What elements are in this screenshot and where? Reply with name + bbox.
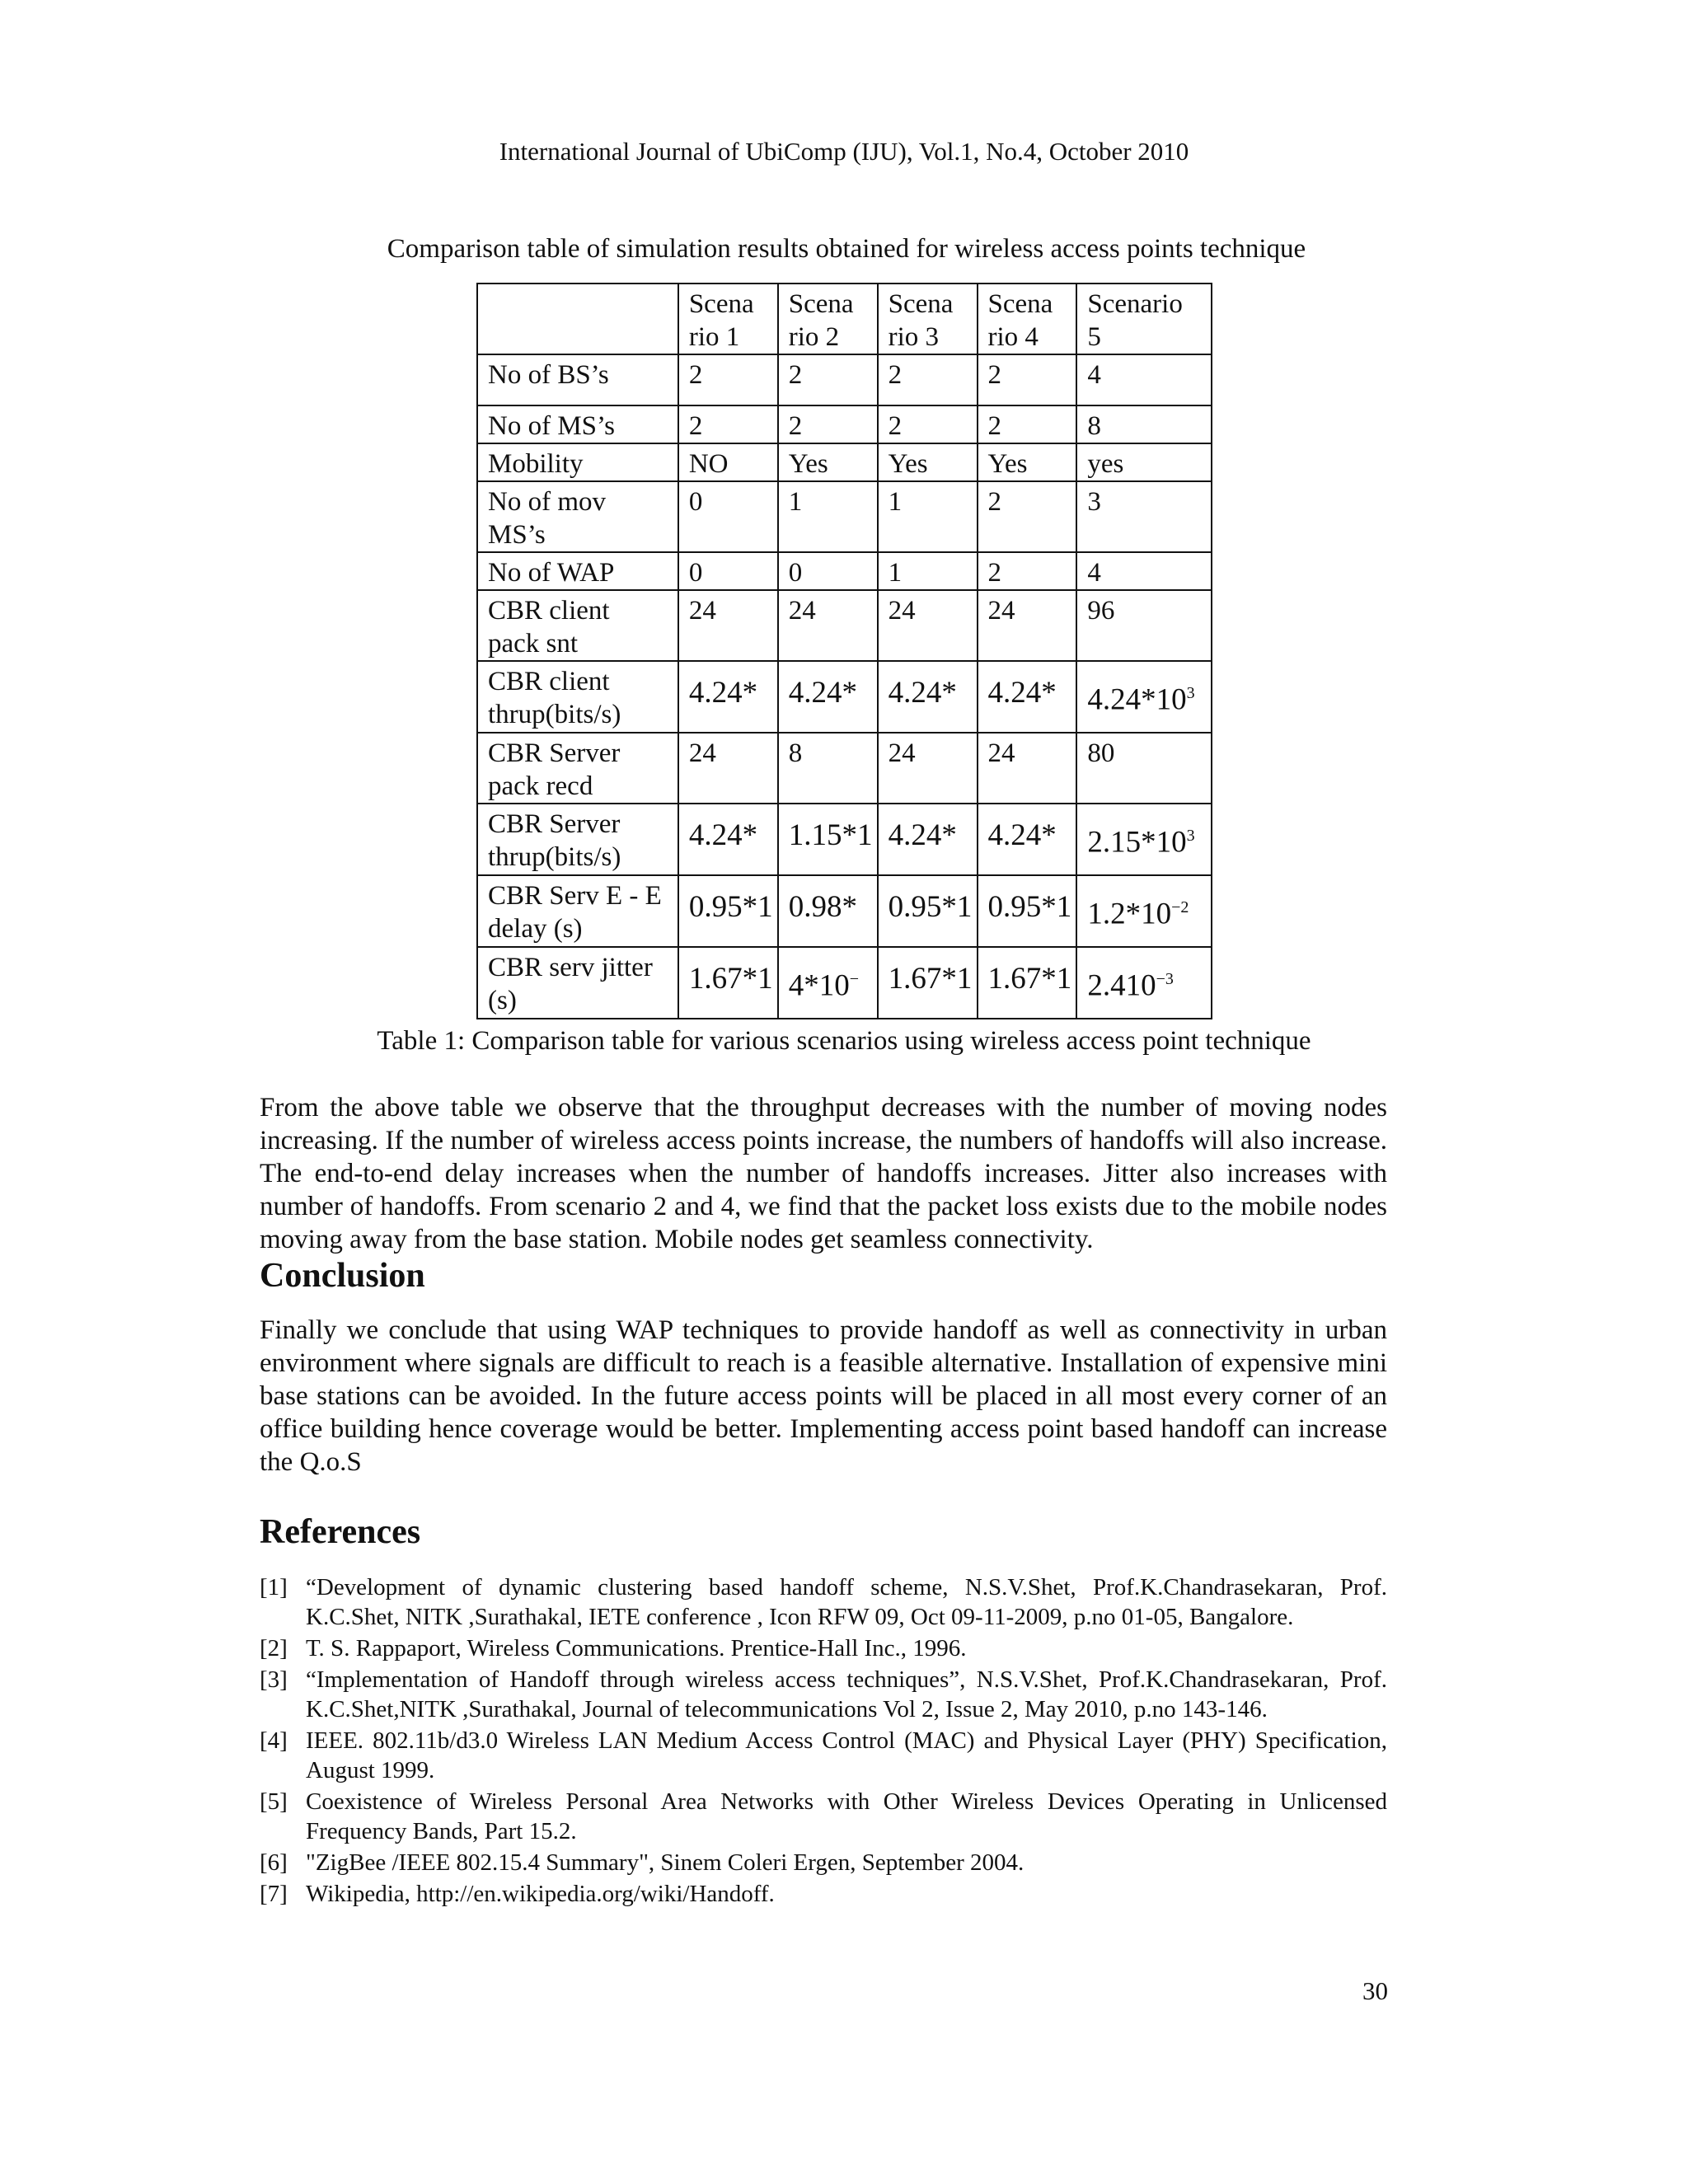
reference-text: Coexistence of Wireless Personal Area Networks with Other Wireless Devices Operating in Unlicensed Frequency Bands, Part 15.2. xyxy=(306,1788,1387,1844)
table-cell xyxy=(678,947,778,1019)
table-cell xyxy=(778,733,878,804)
table-cell xyxy=(678,804,778,875)
cell-value: 1.67*1 xyxy=(688,962,773,996)
cell-value: 24 xyxy=(888,596,916,626)
cell-value: 4 xyxy=(1087,558,1101,588)
cell-value: 0.98* xyxy=(788,890,857,924)
cell-value: NO xyxy=(688,449,729,479)
table-row xyxy=(477,661,1212,733)
cell-value: 2 xyxy=(888,360,903,390)
cell-value: 2 xyxy=(888,411,903,441)
cell-value: yes xyxy=(1087,449,1124,479)
table-cell xyxy=(1076,481,1212,552)
table-header-cell: Scenario 5 xyxy=(1076,284,1212,354)
table-row xyxy=(477,947,1212,1019)
cell-value: 4.24*10 xyxy=(1087,682,1187,717)
table-cell xyxy=(878,947,978,1019)
cell-value: 2.15*10 xyxy=(1087,825,1187,860)
table-cell xyxy=(778,405,878,443)
cell-value: 1 xyxy=(788,487,803,517)
row-label: No of MS’s xyxy=(477,405,678,443)
table-cell xyxy=(978,590,1077,661)
reference-text: IEEE. 802.11b/d3.0 Wireless LAN Medium Access Control (MAC) and Physical Layer (PHY) Specification, August 1999. xyxy=(306,1727,1387,1783)
table-cell xyxy=(678,661,778,733)
reference-item xyxy=(260,1726,1387,1785)
table-row xyxy=(477,443,1212,481)
cell-value: 2 xyxy=(987,558,1001,588)
row-label: No of BS’s xyxy=(477,354,678,405)
reference-text: “Development of dynamic clustering based handoff scheme, N.S.V.Shet, Prof.K.Chandrasekaran, Prof. K.C.Shet, NITK ,Surathakal, IETE conference , Icon RFW 09, Oct 09-11-2009, p.no 01-05, Bangalore. xyxy=(306,1574,1387,1630)
table-row xyxy=(477,552,1212,590)
table-cell xyxy=(878,875,978,947)
reference-item xyxy=(260,1665,1387,1724)
table-cell xyxy=(1076,661,1212,733)
cell-value: 0.95*1 xyxy=(987,890,1072,924)
references-list xyxy=(260,1572,1387,1910)
conclusion-paragraph: Finally we conclude that using WAP techniques to provide handoff as well as connectivity in urban environment where signals are difficult to reach is a feasible alternative. Installation of expensive mini base stations can be avoided. In the future access points will be placed in all most every corner of an office building hence coverage would be better. Implementing access point based handoff can increase the Q.o.S xyxy=(260,1315,1387,1477)
table-cell xyxy=(978,354,1077,405)
reference-item xyxy=(260,1572,1387,1632)
table-cell xyxy=(978,443,1077,481)
table-cell xyxy=(978,481,1077,552)
table-cell xyxy=(1076,590,1212,661)
table-cell xyxy=(878,405,978,443)
table-cell xyxy=(878,804,978,875)
table-cell xyxy=(878,590,978,661)
row-label: CBR client pack snt xyxy=(477,590,678,661)
cell-value: 4.24* xyxy=(987,818,1057,852)
reference-number: [1] xyxy=(260,1574,288,1601)
cell-value: 3 xyxy=(1087,487,1101,517)
reference-item xyxy=(260,1633,1387,1663)
table-header-cell: Scena rio 3 xyxy=(878,284,978,354)
cell-value: 4.24* xyxy=(987,676,1057,710)
table-row xyxy=(477,804,1212,875)
cell-value: Yes xyxy=(987,449,1028,479)
cell-value: Yes xyxy=(888,449,928,479)
row-label: CBR serv jitter (s) xyxy=(477,947,678,1019)
references-heading: References xyxy=(260,1513,421,1551)
reference-text: "ZigBee /IEEE 802.15.4 Summary", Sinem Coleri Ergen, September 2004. xyxy=(306,1849,1025,1876)
cell-exponent: −2 xyxy=(1171,898,1189,916)
table-row xyxy=(477,875,1212,947)
reference-text: Wikipedia, http://en.wikipedia.org/wiki/Handoff. xyxy=(306,1881,775,1907)
cell-value: 4.24* xyxy=(888,818,957,852)
table-cell xyxy=(1076,733,1212,804)
cell-value: 2 xyxy=(987,360,1001,390)
table-cell xyxy=(1076,875,1212,947)
reference-item xyxy=(260,1879,1387,1909)
row-label: Mobility xyxy=(477,443,678,481)
table-row xyxy=(477,405,1212,443)
cell-value: 4.24* xyxy=(888,676,957,710)
table-cell xyxy=(878,481,978,552)
cell-value: 0 xyxy=(688,487,703,517)
table-row xyxy=(477,481,1212,552)
cell-value: 24 xyxy=(987,738,1015,768)
discussion-paragraph: From the above table we observe that the throughput decreases with the number of moving nodes increasing. If the number of wireless access points increase, the numbers of handoffs will also increase. The end-to-end delay increases when the number of handoffs increases. Jitter also increases with number of handoffs. From scenario 2 and 4, we find that the packet loss exists due to the mobile nodes moving away from the base station. Mobile nodes get seamless connectivity. xyxy=(260,1093,1387,1254)
table-row xyxy=(477,733,1212,804)
cell-value: 1.67*1 xyxy=(987,962,1072,996)
cell-value: 2 xyxy=(987,487,1001,517)
cell-value: 24 xyxy=(688,738,716,768)
cell-value: 2 xyxy=(987,411,1001,441)
cell-value: 8 xyxy=(788,738,803,768)
cell-exponent: −3 xyxy=(1156,970,1174,988)
table-cell xyxy=(678,354,778,405)
reference-number: [5] xyxy=(260,1788,288,1815)
row-label: No of WAP xyxy=(477,552,678,590)
cell-value: 2 xyxy=(788,411,803,441)
table-cell xyxy=(778,443,878,481)
reference-text: T. S. Rappaport, Wireless Communications. Prentice-Hall Inc., 1996. xyxy=(306,1635,967,1661)
table-cell xyxy=(978,661,1077,733)
cell-value: 1.67*1 xyxy=(888,962,973,996)
table-cell xyxy=(878,354,978,405)
table-cell xyxy=(878,661,978,733)
cell-value: 4 xyxy=(1087,360,1101,390)
table-cell xyxy=(878,733,978,804)
reference-text: “Implementation of Handoff through wireless access techniques”, N.S.V.Shet, Prof.K.Chandrasekaran, Prof. K.C.Shet,NITK ,Surathakal, Journal of telecommunications Vol 2, Issue 2, May 2010, p.no 143-146. xyxy=(306,1666,1387,1722)
table-caption: Table 1: Comparison table for various scenarios using wireless access point technique xyxy=(377,1026,1311,1056)
table-cell xyxy=(978,405,1077,443)
row-label: CBR Serv E - E delay (s) xyxy=(477,875,678,947)
row-label: CBR Server thrup(bits/s) xyxy=(477,804,678,875)
table-cell xyxy=(878,552,978,590)
cell-value: 24 xyxy=(688,596,716,626)
table-cell xyxy=(778,947,878,1019)
table-row xyxy=(477,354,1212,405)
cell-value: 1.15*1 xyxy=(788,818,873,852)
reference-number: [6] xyxy=(260,1849,288,1876)
cell-exponent: − xyxy=(849,970,859,988)
cell-value: 96 xyxy=(1087,596,1115,626)
table-cell xyxy=(678,405,778,443)
comparison-table xyxy=(476,283,1212,1019)
cell-value: 4.24* xyxy=(688,818,758,852)
cell-value: 1.2*10 xyxy=(1087,897,1172,931)
row-label: CBR Server pack recd xyxy=(477,733,678,804)
cell-value: 2 xyxy=(788,360,803,390)
table-cell xyxy=(778,481,878,552)
cell-value: 0 xyxy=(688,558,703,588)
table-header-cell xyxy=(477,284,678,354)
table-cell xyxy=(978,552,1077,590)
table-cell xyxy=(678,590,778,661)
cell-value: 2.410 xyxy=(1087,968,1156,1003)
cell-value: 0.95*1 xyxy=(688,890,773,924)
table-header-row xyxy=(477,284,1212,354)
reference-number: [7] xyxy=(260,1881,288,1907)
table-cell xyxy=(778,590,878,661)
table-cell xyxy=(878,443,978,481)
table-cell xyxy=(1076,354,1212,405)
table-cell xyxy=(778,354,878,405)
cell-value: 80 xyxy=(1087,738,1115,768)
reference-item xyxy=(260,1848,1387,1877)
cell-value: 2 xyxy=(688,360,703,390)
table-header-cell: Scena rio 4 xyxy=(978,284,1077,354)
cell-value: 24 xyxy=(987,596,1015,626)
cell-value: 0.95*1 xyxy=(888,890,973,924)
row-label: CBR client thrup(bits/s) xyxy=(477,661,678,733)
cell-value: 4*10 xyxy=(788,968,850,1003)
table-cell xyxy=(678,552,778,590)
reference-number: [3] xyxy=(260,1666,288,1693)
cell-value: 24 xyxy=(888,738,916,768)
table-cell xyxy=(978,875,1077,947)
table-cell xyxy=(678,733,778,804)
table-cell xyxy=(978,947,1077,1019)
cell-exponent: 3 xyxy=(1186,684,1195,702)
table-cell xyxy=(778,552,878,590)
conclusion-heading: Conclusion xyxy=(260,1257,425,1295)
table-cell xyxy=(978,804,1077,875)
table-cell xyxy=(678,875,778,947)
reference-item xyxy=(260,1787,1387,1846)
table-cell xyxy=(678,481,778,552)
cell-value: 0 xyxy=(788,558,803,588)
cell-value: 2 xyxy=(688,411,703,441)
table-cell xyxy=(678,443,778,481)
table-cell xyxy=(778,875,878,947)
table-title: Comparison table of simulation results obtained for wireless access points technique xyxy=(387,234,1306,264)
cell-value: 1 xyxy=(888,487,903,517)
reference-number: [4] xyxy=(260,1727,288,1754)
cell-value: Yes xyxy=(788,449,828,479)
table-header-cell: Scena rio 1 xyxy=(678,284,778,354)
cell-value: 8 xyxy=(1087,411,1101,441)
running-header: International Journal of UbiComp (IJU), Vol.1, No.4, October 2010 xyxy=(499,137,1189,166)
cell-exponent: 3 xyxy=(1186,827,1195,845)
cell-value: 1 xyxy=(888,558,903,588)
cell-value: 24 xyxy=(788,596,816,626)
table-header-cell: Scena rio 2 xyxy=(778,284,878,354)
table-cell xyxy=(1076,804,1212,875)
table-cell xyxy=(778,661,878,733)
reference-number: [2] xyxy=(260,1635,288,1661)
table-cell xyxy=(1076,443,1212,481)
page-number: 30 xyxy=(1362,1976,1388,2005)
table-cell xyxy=(1076,552,1212,590)
table-cell xyxy=(778,804,878,875)
cell-value: 4.24* xyxy=(788,676,857,710)
cell-value: 4.24* xyxy=(688,676,758,710)
table-cell xyxy=(1076,405,1212,443)
table-cell xyxy=(1076,947,1212,1019)
table-row xyxy=(477,590,1212,661)
row-label: No of mov MS’s xyxy=(477,481,678,552)
table-cell xyxy=(978,733,1077,804)
